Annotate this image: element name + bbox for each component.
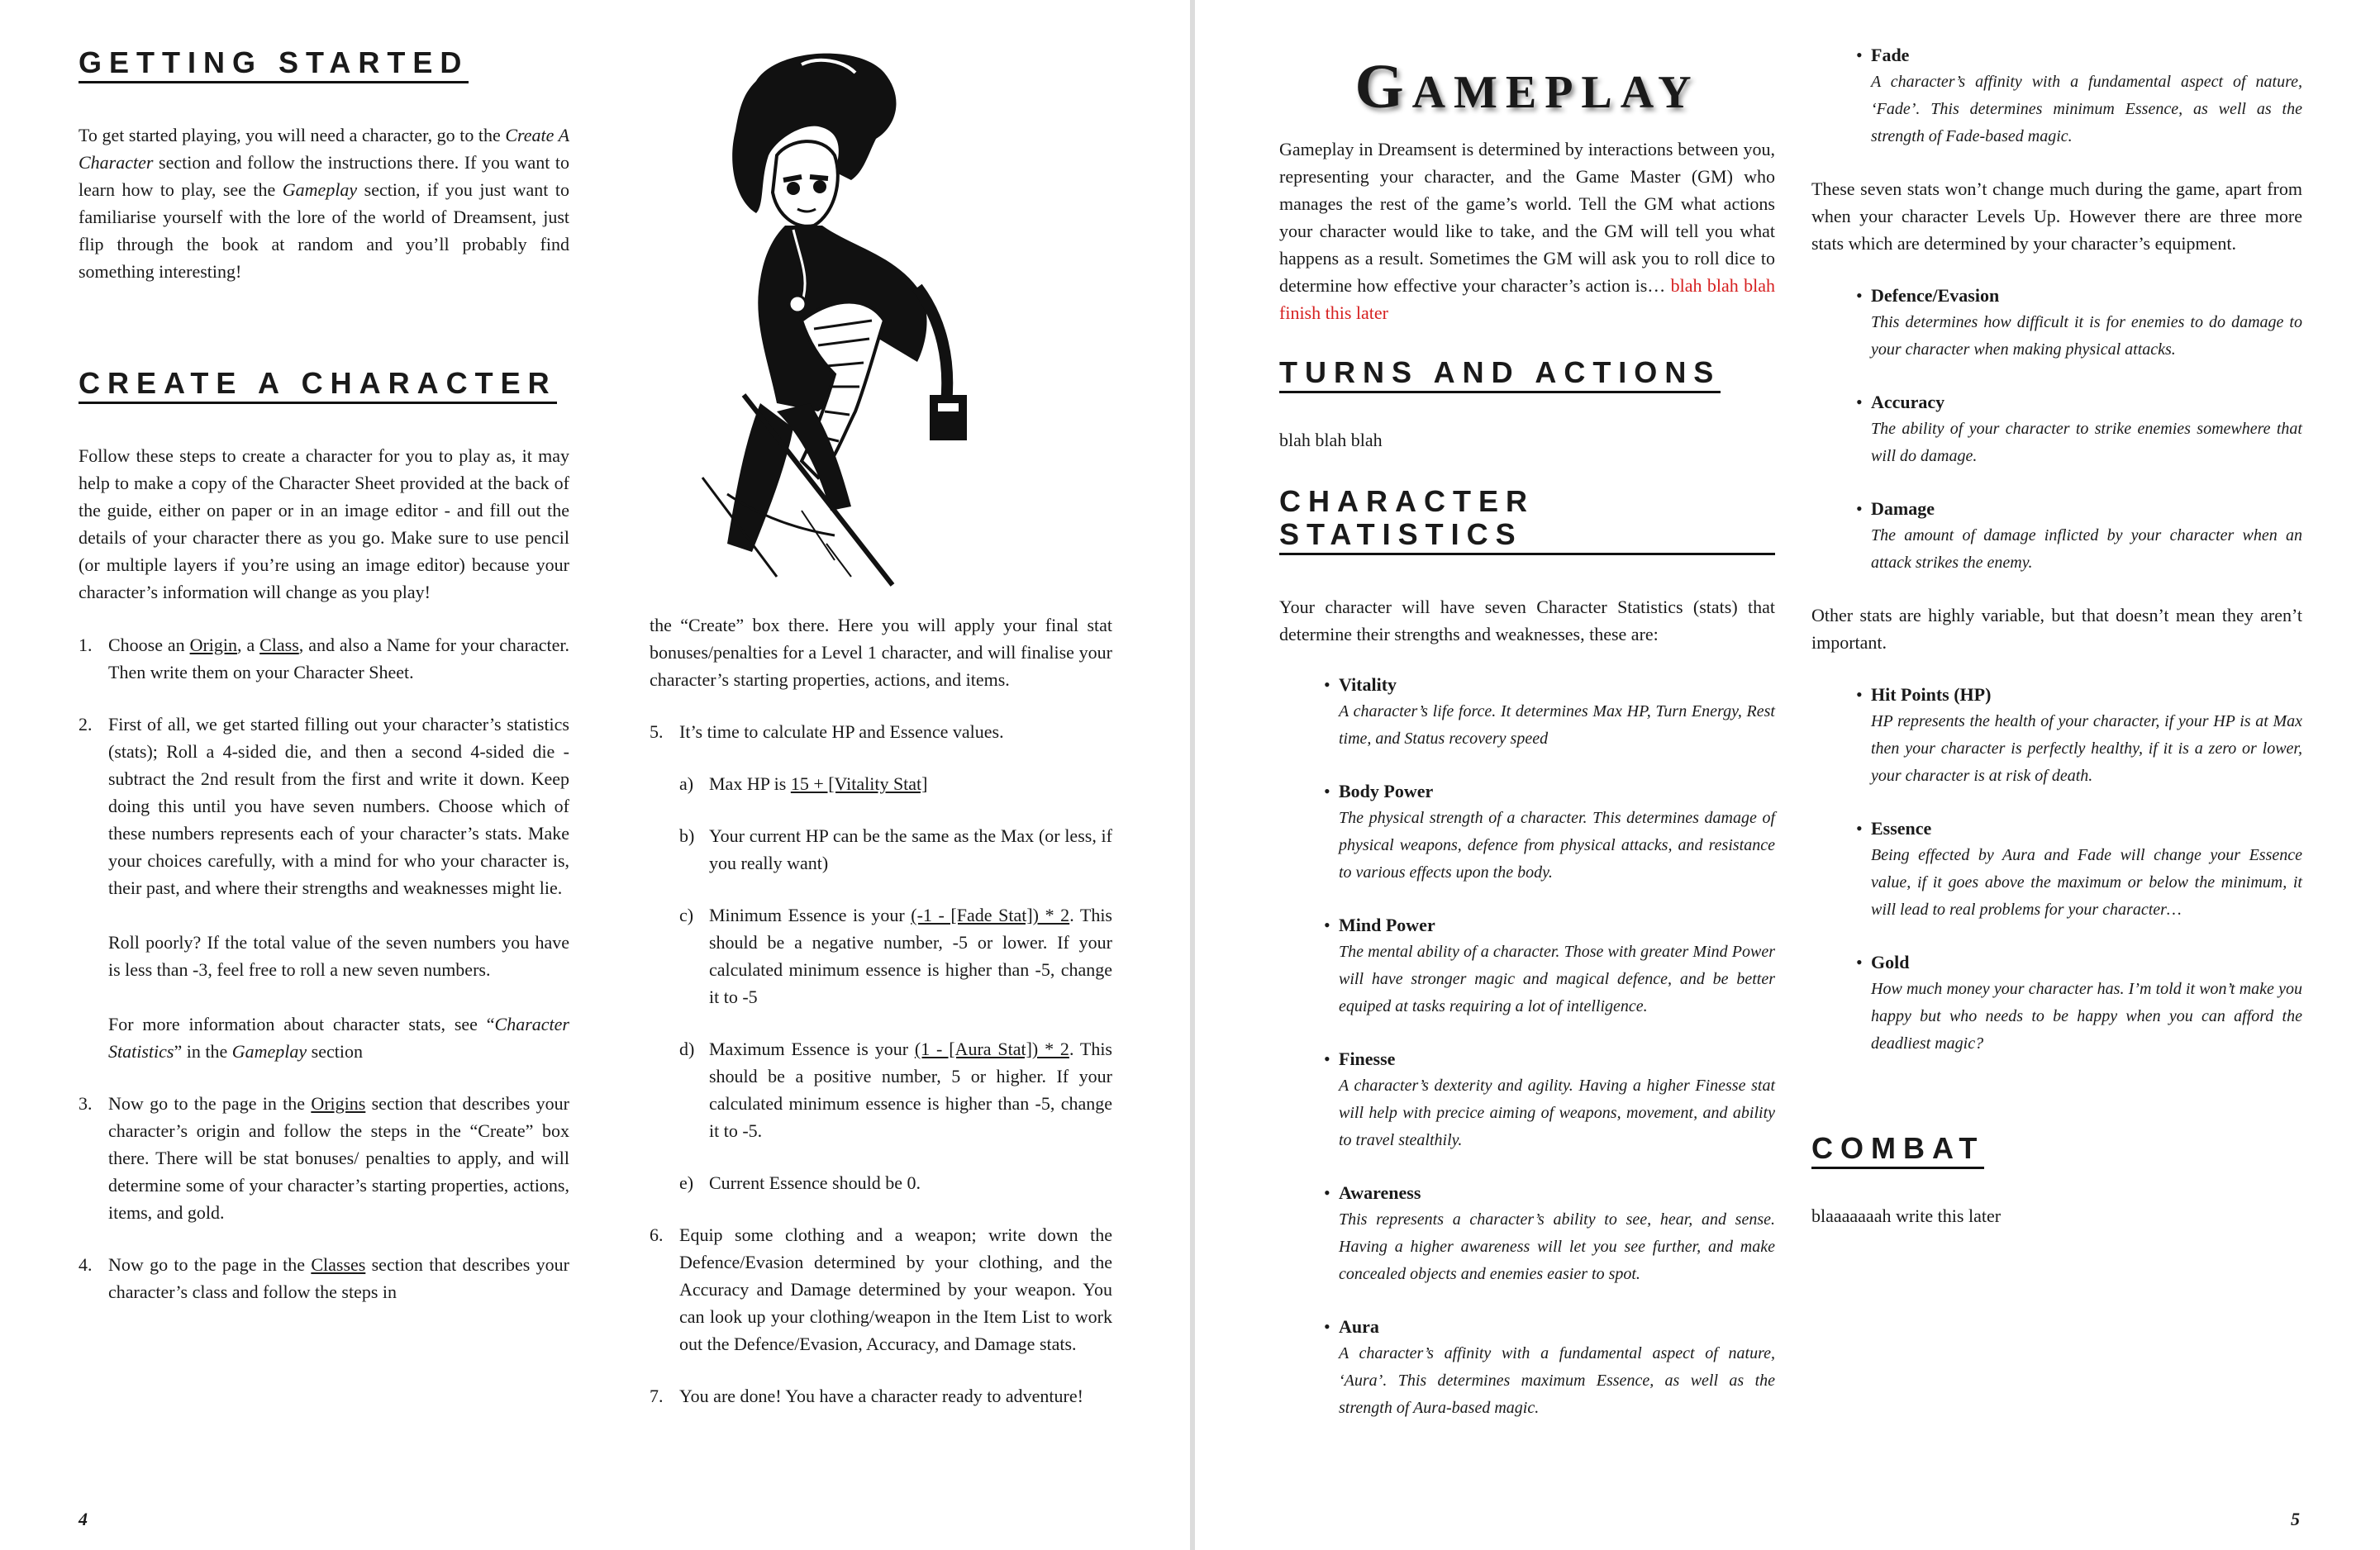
- text-segment: section and follow the instructions there. If you want to learn how to play, see the: [79, 152, 569, 200]
- step5-item: [650, 718, 1112, 745]
- stat-desc: The amount of damage inflicted by your character when an attack strikes the enemy.: [1871, 526, 2302, 572]
- steps-list: [79, 631, 569, 1305]
- step6-number: 6.: [650, 1224, 664, 1245]
- text-segment: For more information about character stats, see “: [108, 1014, 495, 1034]
- stat-desc: Being effected by Aura and Fade will change your Essence value, if it goes above the maximum or below the minimum, it will lead to real problems for your character…: [1871, 846, 2302, 919]
- text-segment: , a: [237, 635, 260, 655]
- gameplay-intro-todo: blah blah blah finish this later: [1279, 275, 1776, 323]
- character-statistics-intro: Your character will have seven Character Statistics (stats) that determine their strengths and weaknesses, these are:: [1279, 597, 1775, 644]
- substep-item: [679, 822, 1112, 877]
- getting-started-heading: GETTING STARTED: [79, 46, 469, 83]
- create-character-heading: CREATE A CHARACTER: [79, 367, 557, 404]
- stat-name: Damage: [1871, 498, 1935, 519]
- stat-name: Accuracy: [1871, 392, 1945, 412]
- bullet: •: [1856, 45, 1863, 65]
- bullet: •: [1856, 392, 1863, 412]
- underlined-reference: (1 - [Aura Stat]) * 2: [914, 1039, 1069, 1059]
- text-segment: ” in the: [174, 1041, 232, 1062]
- stat-desc: A character’s life force. It determines Max HP, Turn Energy, Rest time, and Status recovery speed: [1339, 702, 1775, 748]
- turns-actions-body: blah blah blah: [1279, 430, 1383, 450]
- step-text: [108, 1251, 569, 1305]
- text-segment: section, if you just want to familiarise yourself with the lore of the world of Dreamsent, just flip through the book at random and you’ll probably find something interesting!: [79, 179, 570, 282]
- step-text: [108, 631, 569, 686]
- stat-desc: How much money your character has. I’m told it won’t make you happy but who needs to be happy when you can afford the deadliest magic?: [1871, 980, 2302, 1053]
- stat-name: Fade: [1871, 45, 1910, 65]
- underlined-reference: 15 + [Vitality Stat]: [790, 773, 928, 794]
- bullet: •: [1856, 818, 1863, 839]
- stat-item: [1324, 911, 1775, 1020]
- bullet: •: [1324, 1048, 1330, 1069]
- substep-letter: e): [679, 1172, 694, 1193]
- stats-continued-column: [1811, 41, 2302, 1229]
- underlined-reference: Class: [259, 635, 299, 655]
- step5-sublist: [650, 770, 1112, 1196]
- text-segment: Current Essence should be 0.: [709, 1172, 921, 1193]
- bullet: •: [1856, 952, 1863, 972]
- text-segment: To get started playing, you will need a character, go to the: [79, 125, 506, 145]
- stat-name: Defence/Evasion: [1871, 285, 2000, 306]
- bag-shape: [930, 395, 967, 440]
- stat-name: Awareness: [1339, 1182, 1421, 1203]
- stat-desc: HP represents the health of your character, if your HP is at Max then your character is perfectly healthy, if it is a zero or lower, your character is at risk of death.: [1871, 712, 2302, 785]
- text-segment: Roll poorly? If the total value of the seven numbers you have is less than -3, feel free to roll a new seven numbers.: [108, 932, 569, 980]
- gameplay-title: [1279, 41, 1775, 132]
- text-segment: Choose an: [108, 635, 190, 655]
- gameplay-intro-text: Gameplay in Dreamsent is determined by interactions between you, representing your character, and the Game Master (GM) who manages the rest of the game’s world. Tell the GM what actions your character would like to take, and the GM will tell you what happens as a result. Sometimes the GM will ask you to roll dice to determine how effective your character’s action is…: [1279, 139, 1775, 296]
- equipment-stats-intro: These seven stats won’t change much during the game, apart from when your character Levels Up. However there are three more stats which are determined by your character’s equipment.: [1811, 178, 2302, 254]
- step6-item: [650, 1221, 1112, 1357]
- getting-started-section: [79, 46, 569, 285]
- title-initial: G: [1354, 52, 1412, 121]
- step7-number: 7.: [650, 1386, 664, 1406]
- italic-reference: Gameplay: [231, 1041, 307, 1062]
- step6-text: Equip some clothing and a weapon; write down the Defence/Evasion determined by your clothing, and the Accuracy and Damage determined by your weapon. You can look up your clothing/weapon in the Item List to work out the Defence/Evasion, Accuracy, and Damage stats.: [679, 1224, 1112, 1354]
- bullet: •: [1324, 674, 1330, 695]
- step-item: [79, 1251, 569, 1305]
- underlined-reference: Origins: [311, 1093, 366, 1114]
- text-segment: section: [307, 1041, 363, 1062]
- substep-text: [709, 1035, 1112, 1144]
- substep-item: [679, 901, 1112, 1010]
- step-note: [108, 929, 569, 983]
- variable-stat-item: [1856, 681, 2302, 790]
- substep-item: [679, 1169, 1112, 1196]
- stat-item: [1324, 777, 1775, 887]
- stat-item: [1324, 671, 1775, 753]
- text-segment: Minimum Essence is your: [709, 905, 912, 925]
- bullet: •: [1324, 1316, 1330, 1337]
- step-number: 2.: [79, 714, 93, 735]
- stats-list: [1324, 671, 1775, 1422]
- italic-reference: Gameplay: [282, 179, 358, 200]
- variable-stats-list: [1856, 681, 2302, 1058]
- steps-continued: [650, 611, 1112, 1434]
- step-note: [108, 1010, 569, 1065]
- text-segment: section that describes your character’s class and follow the steps in: [108, 1254, 569, 1302]
- substep-letter: a): [679, 773, 694, 794]
- substep-item: [679, 770, 1112, 797]
- substep-letter: c): [679, 905, 694, 925]
- stat-desc: This represents a character’s ability to see, hear, and sense. Having a higher awareness will let you see further, and make concealed objects and enemies easier to spot.: [1339, 1210, 1775, 1283]
- page-number-right: 5: [2291, 1509, 2300, 1529]
- getting-started-body: [79, 121, 569, 285]
- title-rest: AMEPLAY: [1411, 67, 1700, 118]
- stat-desc: The ability of your character to strike enemies somewhere that will do damage.: [1871, 420, 2302, 465]
- turns-actions-heading: TURNS AND ACTIONS: [1279, 356, 1721, 393]
- stat-item: [1324, 1179, 1775, 1288]
- italic-reference: Character Statistics: [108, 1014, 569, 1062]
- stat-item-fade: [1856, 41, 2302, 150]
- text-segment: , and also a Name for your character. Then write them on your Character Sheet.: [108, 635, 569, 682]
- stat-desc: The mental ability of a character. Those with greater Mind Power will have stronger magic and magical defence, and be better equiped at tasks requiring a lot of intelligence.: [1339, 943, 1775, 1015]
- stat-name: Mind Power: [1339, 915, 1435, 935]
- step-text: [108, 711, 569, 901]
- text-segment: Now go to the page in the: [108, 1254, 312, 1275]
- stat-name: Aura: [1339, 1316, 1379, 1337]
- combat-heading: COMBAT: [1811, 1132, 1984, 1169]
- step4-continued: the “Create” box there. Here you will apply your final stat bonuses/penalties for a Level 1 character, and will finalise your character’s starting properties, actions, and items.: [650, 615, 1112, 690]
- underlined-reference: (-1 - [Fade Stat]) * 2: [911, 905, 1070, 925]
- text-segment: Maximum Essence is your: [709, 1039, 915, 1059]
- italic-reference: Create A Character: [79, 125, 570, 173]
- variable-stat-item: [1856, 949, 2302, 1058]
- step-item: [79, 1090, 569, 1226]
- variable-stat-item: [1856, 815, 2302, 924]
- step-number: 4.: [79, 1254, 93, 1275]
- stat-desc: A character’s dexterity and agility. Having a higher Finesse stat will help with precice aiming of weapons, movement, and ability to travel stealthily.: [1339, 1077, 1775, 1149]
- bullet: •: [1324, 1182, 1330, 1203]
- stat-item: [1324, 1045, 1775, 1154]
- text-segment: . This should be a negative number, -5 or lower. If your calculated minimum essence is higher than -5, change it to -5: [709, 905, 1112, 1007]
- underlined-reference: Classes: [311, 1254, 366, 1275]
- text-segment: section that describes your character’s origin and follow the steps in the “Create” box there. There will be stat bonuses/ penalties to apply, and will determine some of your character’s starting properties, actions, items, and gold.: [108, 1093, 569, 1223]
- step7-text: You are done! You have a character ready to adventure!: [679, 1386, 1083, 1406]
- underlined-reference: Origin: [189, 635, 238, 655]
- face-shape: [773, 141, 838, 226]
- stat-name: Essence: [1871, 818, 1932, 839]
- variable-stats-intro: Other stats are highly variable, but that doesn’t mean they aren’t important.: [1811, 605, 2302, 653]
- text-segment: Your current HP can be the same as the Max (or less, if you really want): [709, 825, 1112, 873]
- stat-desc: The physical strength of a character. This determines damage of physical weapons, defence from physical attacks, and resistance to various effects upon the body.: [1339, 809, 1775, 882]
- bullet: •: [1324, 781, 1330, 801]
- text-segment: Now go to the page in the: [108, 1093, 312, 1114]
- character-statistics-heading: CHARACTER STATISTICS: [1279, 485, 1775, 555]
- bullet: •: [1856, 285, 1863, 306]
- text-segment: Max HP is: [709, 773, 791, 794]
- bullet: •: [1856, 498, 1863, 519]
- substep-text: [709, 822, 1112, 877]
- equipment-stat-item: [1856, 282, 2302, 364]
- gameplay-column: [1279, 41, 1775, 1447]
- substep-item: [679, 1035, 1112, 1144]
- step-number: 1.: [79, 635, 93, 655]
- create-character-intro: Follow these steps to create a character for you to play as, it may help to make a copy of the Character Sheet provided at the back of the guide, either on paper or in an image editor - and fill out the details of your character there as you go. Make sure to use pencil (or multiple layers if you’re using an image editor) because your character’s information will change as you play!: [79, 445, 569, 602]
- right-page: [1195, 0, 2380, 1550]
- stat-name: Finesse: [1339, 1048, 1396, 1069]
- page-number-left: 4: [79, 1509, 88, 1529]
- substep-text: [709, 901, 1112, 1010]
- text-segment: First of all, we get started filling out your character’s statistics (stats); Roll a 4-sided die, and then a second 4-sided die - subtract the 2nd result from the first and write it down. Keep doing this until you have seven numbers. Choose which of these numbers represents each of your character’s stats. Make your choices carefully, with a mind for who your character is, their past, and where their strengths and weaknesses might lie.: [108, 714, 569, 898]
- step7-item: [650, 1382, 1112, 1410]
- substep-text: [709, 770, 1112, 797]
- step-item: [79, 631, 569, 686]
- combat-body: blaaaaaaah write this later: [1811, 1205, 2002, 1226]
- gameplay-intro: [1279, 136, 1775, 326]
- stat-name: Vitality: [1339, 674, 1397, 695]
- stat-name: Hit Points (HP): [1871, 684, 1992, 705]
- stat-desc: This determines how difficult it is for enemies to do damage to your character when making physical attacks.: [1871, 313, 2302, 359]
- substep-text: [709, 1169, 1112, 1196]
- equipment-stat-item: [1856, 388, 2302, 470]
- step-text: [108, 1090, 569, 1226]
- bullet: •: [1324, 915, 1330, 935]
- step5-number: 5.: [650, 721, 664, 742]
- equipment-stats-list: [1856, 282, 2302, 577]
- stat-name: Gold: [1871, 952, 1910, 972]
- stat-name: Body Power: [1339, 781, 1434, 801]
- character-illustration: [678, 48, 1041, 593]
- substep-letter: b): [679, 825, 695, 846]
- step5-text: It’s time to calculate HP and Essence values.: [679, 721, 1004, 742]
- step-number: 3.: [79, 1093, 93, 1114]
- legs-shape: [727, 403, 793, 552]
- stat-desc: A character’s affinity with a fundamental aspect of nature, ‘Aura’. This determines maximum Essence, as well as the strength of Aura-based magic.: [1339, 1344, 1775, 1417]
- step-item: [79, 711, 569, 1065]
- bullet: •: [1856, 684, 1863, 705]
- stat-item: [1324, 1313, 1775, 1422]
- stat-desc: A character’s affinity with a fundamental aspect of nature, ‘Fade’. This determines minimum Essence, as well as the strength of Fade-based magic.: [1871, 73, 2302, 145]
- create-character-section: [79, 367, 569, 1305]
- equipment-stat-item: [1856, 495, 2302, 577]
- text-segment: . This should be a positive number, 5 or higher. If your calculated minimum essence is higher than -5, change it to -5.: [709, 1039, 1112, 1141]
- substep-letter: d): [679, 1039, 695, 1059]
